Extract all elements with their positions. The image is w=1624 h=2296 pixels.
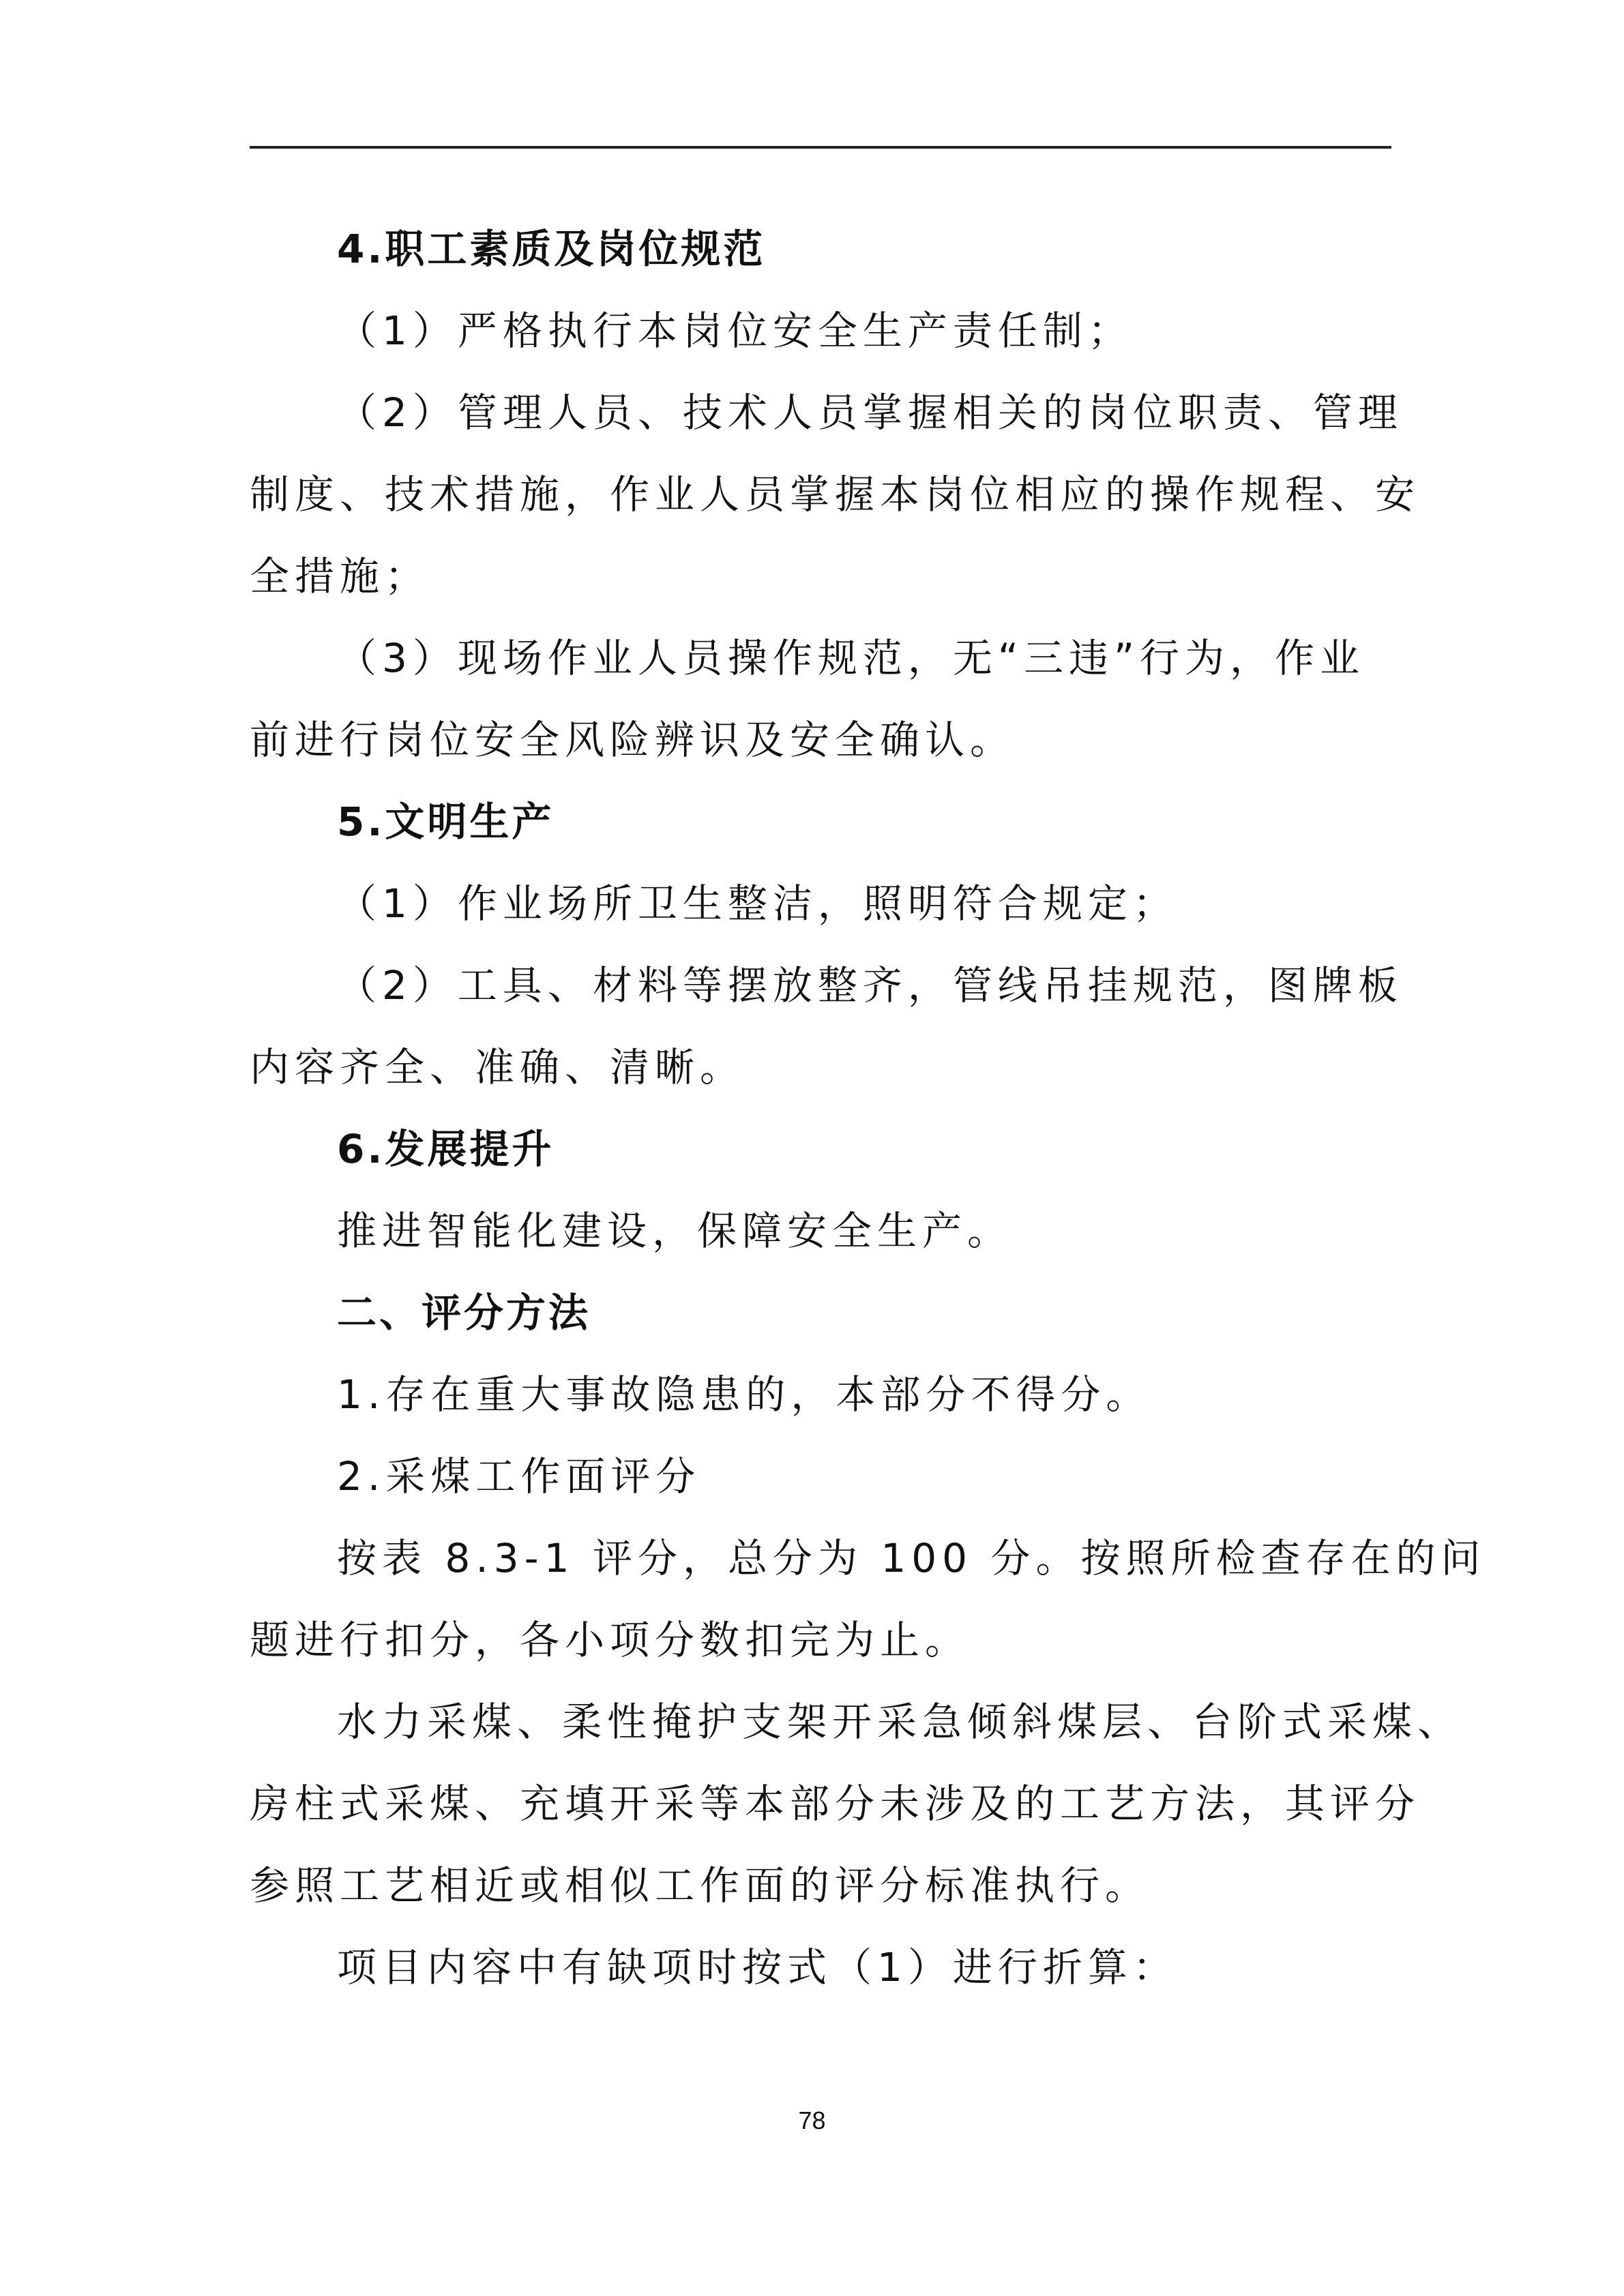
paragraph-line: 制度、技术措施，作业人员掌握本岗位相应的操作规程、安: [250, 471, 1421, 518]
paragraph-line: （1）作业场所卫生整洁，照明符合规定；: [337, 880, 1178, 927]
paragraph-line: 水力采煤、柔性掩护支架开采急倾斜煤层、台阶式采煤、: [337, 1699, 1463, 1745]
paragraph-line: 房柱式采煤、充填开采等本部分未涉及的工艺方法，其评分: [250, 1780, 1421, 1827]
paragraph-line: 推进智能化建设，保障安全生产。: [337, 1208, 1013, 1254]
paragraph-line: （2）管理人员、技术人员掌握相关的岗位职责、管理: [337, 389, 1403, 436]
paragraph-line: 题进行扣分，各小项分数扣完为止。: [250, 1617, 971, 1663]
page-number: 78: [798, 2106, 826, 2134]
paragraph-line: 2.采煤工作面评分: [337, 1453, 701, 1500]
section-heading-staff-quality: 4.职工素质及岗位规范: [337, 226, 766, 272]
paragraph-line: 按表 8.3-1 评分，总分为 100 分。按照所检查存在的问: [337, 1535, 1486, 1581]
section-heading-development: 6.发展提升: [337, 1126, 555, 1172]
paragraph-line: （2）工具、材料等摆放整齐，管线吊挂规范，图牌板: [337, 962, 1403, 1009]
paragraph-line: 全措施；: [250, 553, 430, 599]
header-rule: [250, 146, 1391, 149]
paragraph-line: 内容齐全、准确、清晰。: [250, 1044, 745, 1090]
section-heading-civilized-production: 5.文明生产: [337, 799, 555, 845]
paragraph-line: （1）严格执行本岗位安全生产责任制；: [337, 308, 1133, 354]
paragraph-line: 项目内容中有缺项时按式（1）进行折算：: [337, 1944, 1178, 1991]
paragraph-line: 1.存在重大事故隐患的，本部分不得分。: [337, 1371, 1151, 1418]
paragraph-line: 前进行岗位安全风险辨识及安全确认。: [250, 717, 1016, 763]
paragraph-line: （3）现场作业人员操作规范，无“三违”行为，作业: [337, 635, 1365, 681]
paragraph-line: 参照工艺相近或相似工作面的评分标准执行。: [250, 1862, 1151, 1909]
section-heading-scoring-method: 二、评分方法: [337, 1289, 591, 1336]
